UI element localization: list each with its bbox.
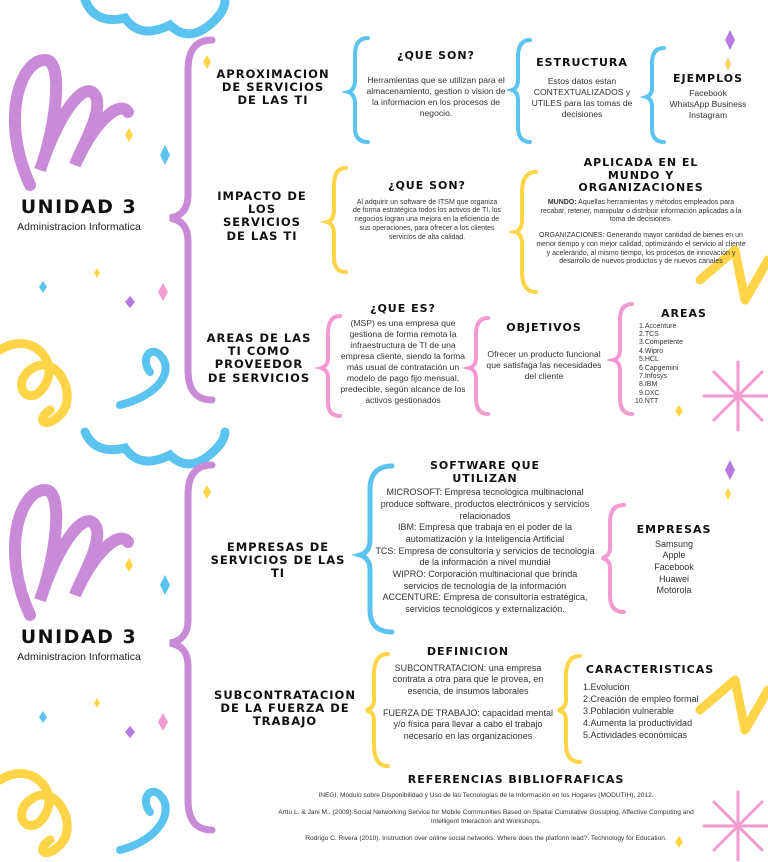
areas-list: [634, 323, 734, 407]
aplicada-heading: APLICADA EN EL MUNDO Y ORGANIZACIONES: [578, 156, 704, 195]
list-item: 9.DXC: [639, 389, 660, 397]
section-title-subcontratacion: SUBCONTRATACION DE LA FUERZA DE TRABAJO: [214, 688, 356, 729]
que-es-heading: ¿QUE ES?: [370, 302, 436, 315]
mundo-description: Aquellas herramientas y métodos empleados para recabar, retener, manipular o distribuir información aplicadas a la toma de decisiones.: [540, 198, 742, 224]
unit-title: UNIDAD 3: [20, 626, 138, 648]
que-son-text: Herramientas que se utilizan para el almacenamiento, gestion o vision de la informacion en los procesos de negocio.: [366, 74, 506, 119]
aplicada-block: [536, 157, 746, 267]
list-item: 4.Aumenta la productividad: [583, 718, 693, 729]
mundo-label: MUNDO:: [547, 198, 577, 206]
software-heading: SOFTWARE QUE UTILIZAN: [429, 459, 541, 485]
section-title-areas: AREAS DE LAS TI COMO PROVEEDOR DE SERVICIOS: [206, 331, 312, 385]
section-title-empresas: EMPRESAS DE SERVICIOS DE LAS TI: [210, 540, 346, 581]
estructura-block: [522, 57, 642, 120]
references-block: [264, 774, 708, 844]
software-block: [374, 460, 596, 616]
estructura-text: Estos datos estan CONTEXTUALIZADOS y UTILES para las tomas de decisiones: [531, 75, 633, 120]
definicion-block: [382, 646, 554, 743]
definicion-subcontratacion: SUBCONTRATACION: una empresa contrata a otra para que le provea, en esencia, de insumos laborales: [392, 662, 544, 697]
list-item: 2.TCS: [639, 331, 659, 339]
objetivos-heading: OBJETIVOS: [506, 321, 582, 334]
unit-title-block-2: [4, 626, 154, 663]
list-item: Apple: [662, 550, 686, 561]
list-item: 2.Creación de empleo formal: [583, 693, 699, 704]
list-item: Facebook: [654, 562, 694, 573]
organizaciones-text: ORGANIZACIONES: Generando mayor cantidad de bienes en un menor tiempo y con mejor calidad, optimizando el servicio al cliente y acelerando, al mismo tiempo, los procesos de innovación y desarrollo de nuevos productos y de nuevos canales: [536, 232, 746, 266]
list-item: 1.Accenture: [639, 322, 677, 330]
ejemplos-heading: EJEMPLOS: [672, 72, 744, 85]
areas-heading: AREAS: [661, 307, 707, 320]
reference-item: INEGI, Módulo sobre Disponibilidad y Uso de las Tecnologías de la Información en los Hogares (MODUTIH), 2012.: [318, 791, 654, 799]
que-son-block-1: [362, 50, 510, 119]
estructura-heading: ESTRUCTURA: [536, 56, 628, 69]
ejemplos-list: [652, 88, 764, 122]
areas-block: [634, 308, 734, 407]
empresas-heading: EMPRESAS: [636, 523, 712, 536]
section-title-impacto: IMPACTO DE LOS SERVICIOS DE LAS TI: [217, 189, 307, 243]
que-son-heading: ¿QUE SON?: [388, 179, 466, 192]
section-title-aproximacion: APROXIMACION DE SERVICIOS DE LAS TI: [216, 67, 330, 108]
que-son-block-2: [352, 180, 502, 242]
reference-item: Rodrigo C. Rivera (2010). Instruction over online social networks: Where does the platform lead?. Technology for Education.: [305, 835, 667, 843]
references-heading: REFERENCIAS BIBLIOFRAFICAS: [407, 773, 625, 786]
software-item-ibm: IBM: Empresa que trabaja en el poder de la automatización y la Inteligencia Artificial: [397, 522, 573, 545]
software-item-tcs: TCS: Empresa de consultoría y servicios de tecnología de la información a nivel mundial: [375, 545, 595, 568]
unit-subtitle: Administracion Informatica: [17, 651, 141, 663]
unit-title-block-1: [4, 196, 154, 233]
software-item-microsoft: MICROSOFT: Empresa tecnológica multinacional produce software, productos electrónicos y servicios relacionados: [380, 487, 590, 521]
list-item: 7.Infosys: [639, 372, 668, 380]
definicion-fuerza-trabajo: FUERZA DE TRABAJO: capacidad mental y/o física para llevar a cabo el trabajo necesario en las organizaciones: [383, 707, 553, 742]
caracteristicas-block: [580, 664, 720, 741]
list-item: Motorola: [656, 585, 692, 596]
mundo-text: [536, 199, 746, 225]
que-es-block: [336, 303, 470, 406]
list-item: Samsung: [654, 538, 694, 549]
list-item: WhatsApp Business: [669, 98, 747, 109]
list-item: 5.Actividades económicas: [583, 730, 688, 741]
que-es-text: (MSP) es una empresa que gestiona de forma remota la infraestructura de TI de una empresa cliente, siendo la forma más usual de contratación un modelo de pago fijo mensual, predecible, según alcance de los activos gestionados: [340, 317, 466, 405]
que-son-heading: ¿QUE SON?: [397, 49, 475, 62]
software-item-accenture: ACCENTURE: Empresa de consultoría estratégica, servicios tecnológicos y externalización.: [382, 592, 588, 615]
list-item: 3.Competente: [639, 339, 683, 347]
list-item: 10.NTT: [635, 398, 659, 406]
list-item: Facebook: [689, 87, 727, 98]
caracteristicas-list: [580, 681, 720, 742]
unit-title: UNIDAD 3: [20, 196, 138, 218]
list-item: 4.Wipro: [639, 347, 664, 355]
caracteristicas-heading: CARACTERISTICAS: [585, 663, 715, 676]
objetivos-text: Ofrecer un producto funcional que satisfaga las necesidades del cliente: [486, 348, 602, 381]
objetivos-block: [480, 322, 608, 382]
list-item: 1.Evolución: [583, 681, 630, 692]
list-item: Instagram: [688, 109, 728, 120]
reference-item: Arttu L. & Jani M., (2009).Social Networking Service for Mobile Communities Based on Spatial Cumulative Gossiping, Affective Computing and Intelligent Interaction and Workshops.: [278, 809, 694, 825]
que-son-text: Al adquirir un software de ITSM que organiza de forma estratégica todos los activos de TI, los negocios logran una mejora en la eficiencia de sus operaciones, para ofrecer a los clientes servicios de alta calidad.: [352, 198, 502, 241]
empresas-block: [628, 524, 720, 597]
ejemplos-block: [652, 73, 764, 121]
list-item: 3.Población vulnerable: [583, 705, 675, 716]
list-item: 8.IBM: [639, 381, 658, 389]
software-text: [374, 487, 596, 616]
definicion-heading: DEFINICION: [426, 645, 510, 658]
software-item-wipro: WIPRO: Corporación multinacional que brinda servicios de tecnología de la información: [392, 569, 578, 591]
list-item: Huawei: [658, 573, 689, 584]
unit-subtitle: Administracion Informatica: [17, 221, 141, 233]
list-item: 5.HCL: [639, 356, 659, 364]
empresas-list: [628, 539, 720, 597]
list-item: 6.Capgemini: [639, 364, 679, 372]
